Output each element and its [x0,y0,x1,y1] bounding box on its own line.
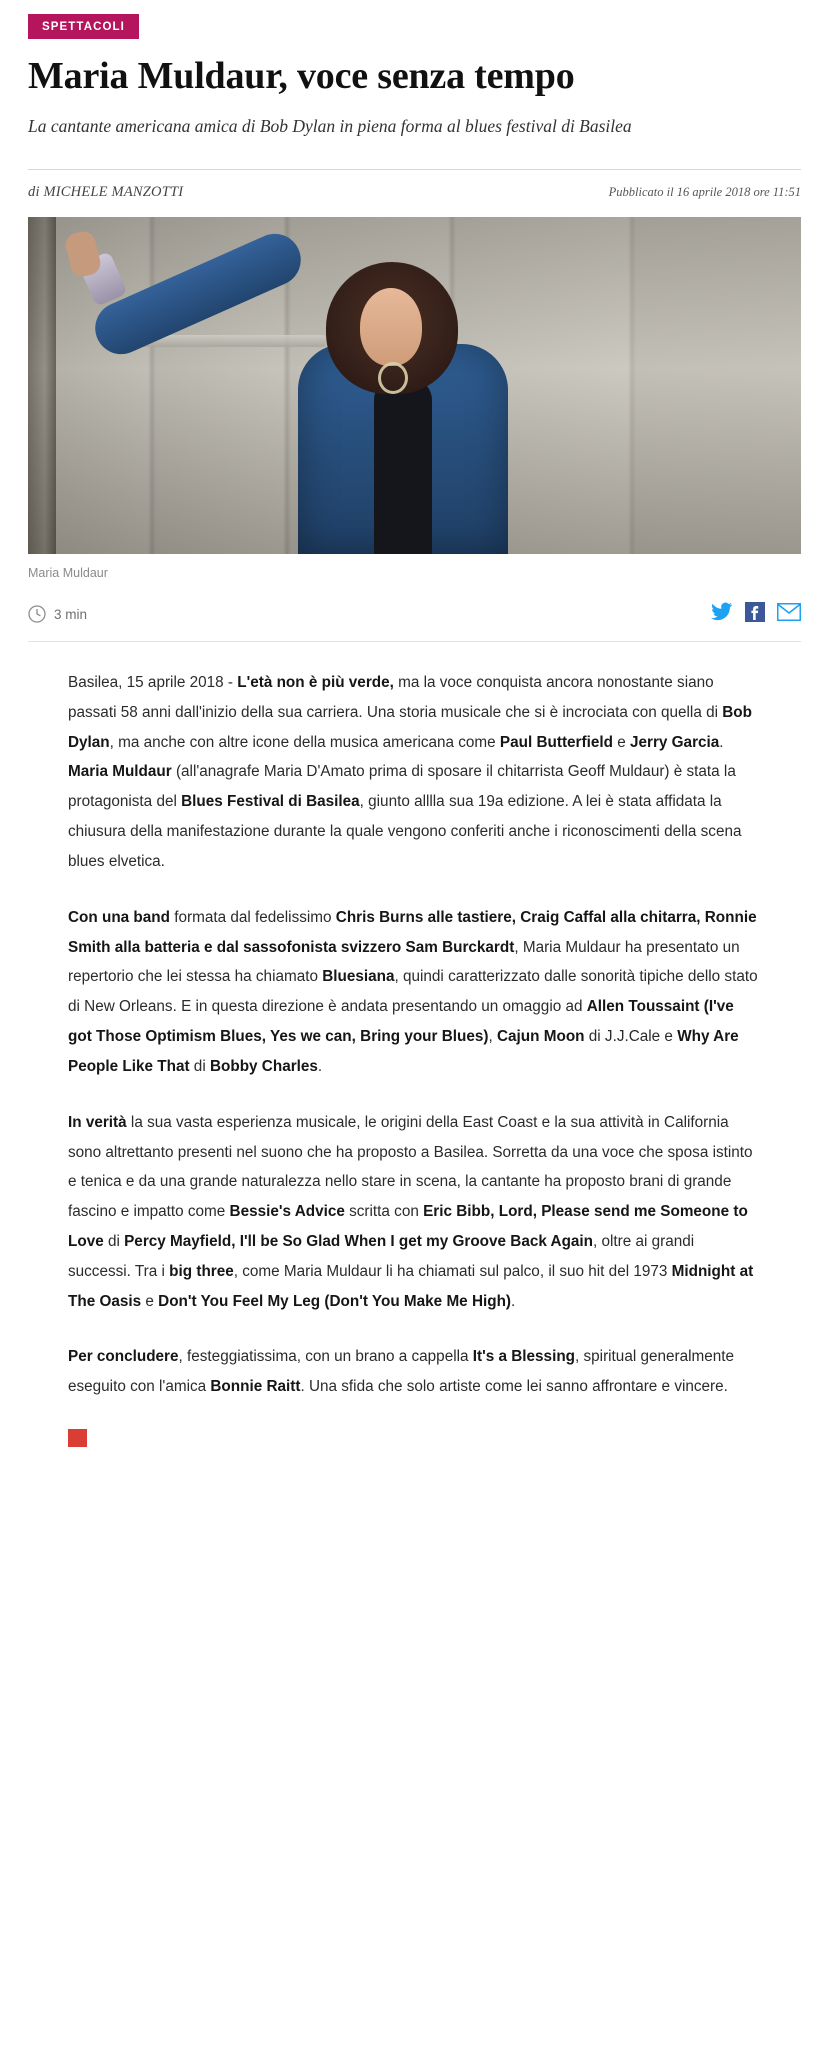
facebook-icon[interactable] [745,602,765,627]
hero-image-wrap [28,217,801,580]
article-paragraph: In verità la sua vasta esperienza musicale, le origini della East Coast e la sua attività in California sono altrettanto presenti nel suono che ha proposto a Basilea. Sorretta da una voce che sposa istinto e tenica e da una grande naturalezza nello stare in scena, la cantante ha proposto brani di grande fascino e impatto come Bessie's Advice scritta con Eric Bibb, Lord, Please send me Someone to Love di Percy Mayfield, I'll be So Glad When I get my Groove Back Again, oltre ai grandi successi. Tra i big three, come Maria Muldaur li ha chiamati sul palco, il suo hit del 1973 Midnight at The Oasis e Don't You Feel My Leg (Don't You Make Me High). [68,1113,754,1310]
article-paragraph: Per concludere, festeggiatissima, con un brano a cappella It's a Blessing, spiritual generalmente eseguito con l'amica Bonnie Raitt. Una sfida che solo artiste come lei sanno affrontare e vincere. [68,1348,735,1396]
read-time-label: 3 min [54,606,88,622]
article-paragraph: Con una band formata dal fedelissimo Chris Burns alle tastiere, Craig Caffal alla chitarra, Ronnie Smith alla batteria e dal sassofonista svizzero Sam Burckardt, Maria Muldaur ha presentato un repertorio che lei stessa ha chiamato Bluesiana, quindi caratterizzato dalle sonorità tipiche dello stato di New Orleans. E in questa direzione è andata presentando un omaggio ad Allen Toussaint (I've got Those Optimism Blues, Yes we can, Bring your Blues), Cajun Moon di J.J.Cale e Why Are People Like That di Bobby Charles. [68,908,758,1075]
byline-author: di MICHELE MANZOTTI [28,183,184,200]
email-icon[interactable] [777,603,801,626]
hero-subject [238,254,568,554]
bottom-strip [28,1428,801,1447]
page-title: Maria Muldaur, voce senza tempo [28,55,575,97]
hero-subject-necklace [378,362,408,394]
meta-bar [28,602,801,642]
read-time [28,605,87,623]
article-subhead: La cantante americana amica di Bob Dylan in piena forma al blues festival di Basilea [28,115,632,136]
article-body [28,668,801,1402]
category-badge[interactable]: SPETTACOLI [28,14,139,39]
twitter-icon[interactable] [711,602,733,627]
hero-subject-face [360,288,422,366]
image-caption: Maria Muldaur [28,565,108,580]
share-icons [711,602,801,627]
article-paragraph: Basilea, 15 aprile 2018 - L'età non è più verde, ma la voce conquista ancora nonostante siano passati 58 anni dall'inizio della sua carriera. Una storia musicale che si è incrociata con quella di Bob Dylan, ma anche con altre icone della musica americana come Paul Butterfield e Jerry Garcia. Maria Muldaur (all'anagrafe Maria D'Amato prima di sposare il chitarrista Geoff Muldaur) è stata la protagonista del Blues Festival di Basilea, giunto alllla sua 19a edizione. A lei è stata affidata la chiusura della manifestazione durante la quale vengono conferiti anche i riconoscimenti della scena blues elvetica. [68,673,752,870]
byline [28,170,801,213]
clock-icon [28,605,46,623]
bottom-badge [68,1429,87,1447]
hero-image [28,217,801,554]
byline-date: Pubblicato il 16 aprile 2018 ore 11:51 [608,184,801,199]
